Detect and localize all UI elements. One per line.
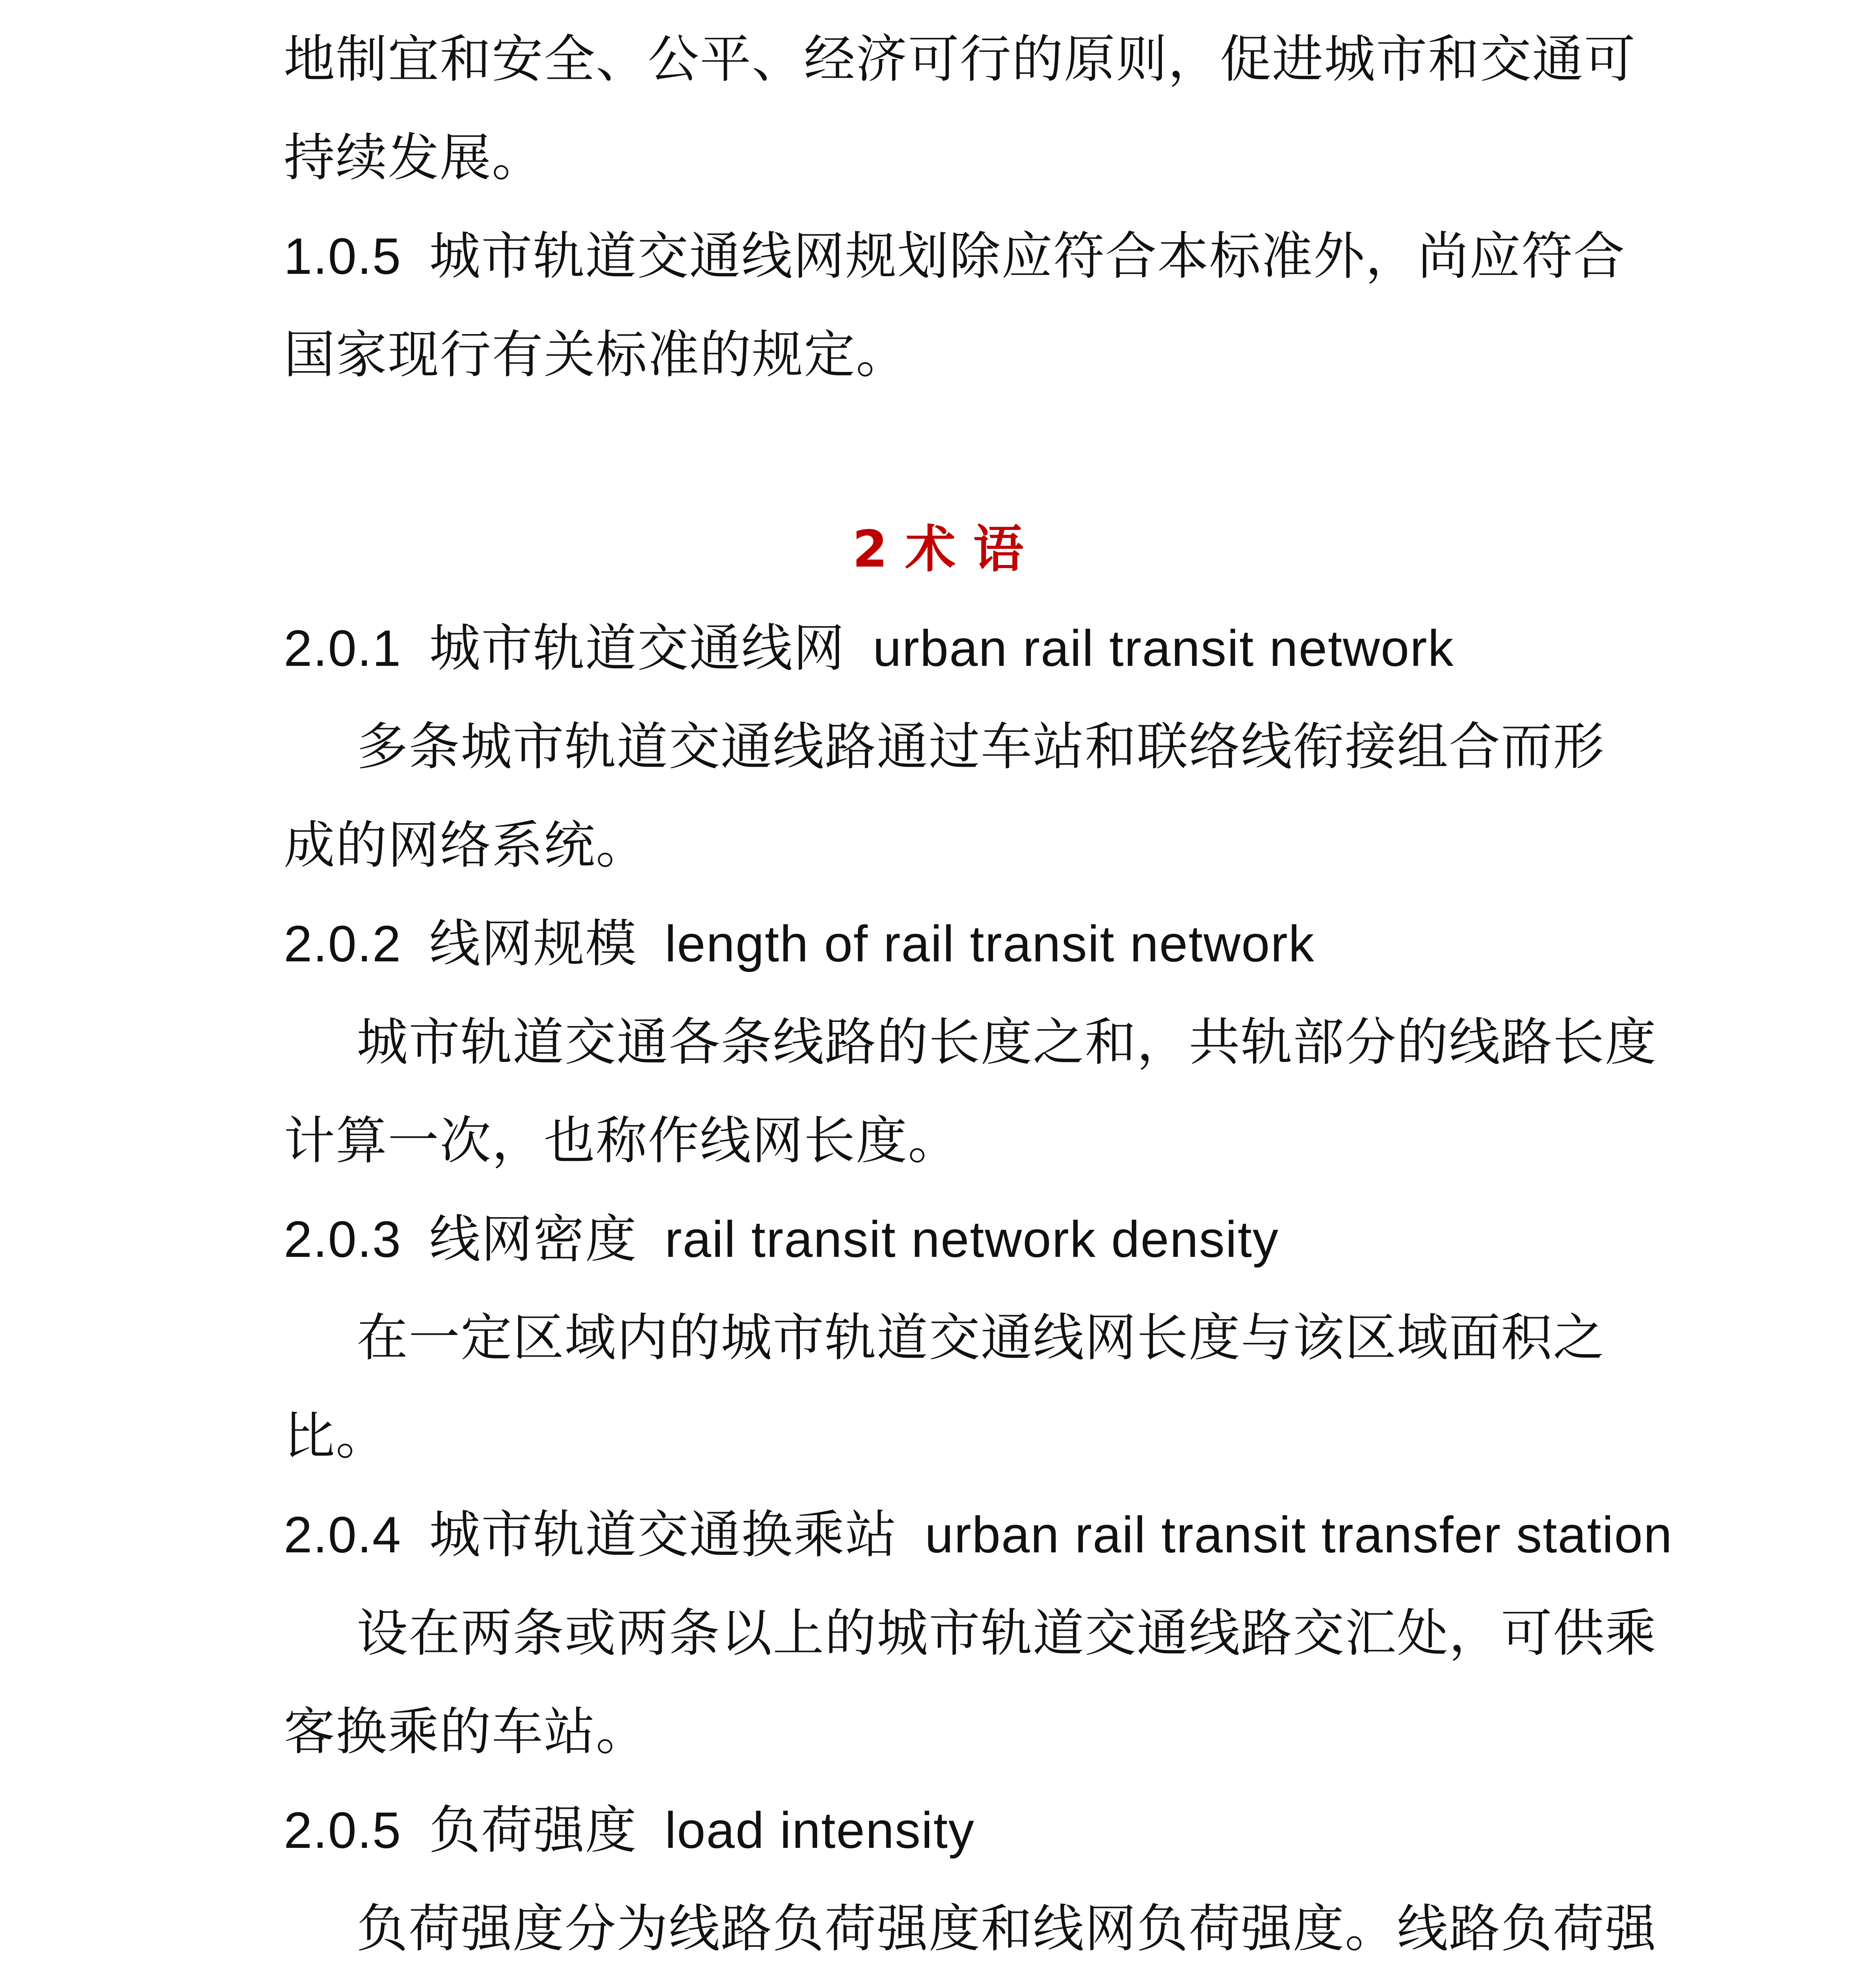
- term-en: length of rail transit network: [665, 915, 1315, 972]
- term-en: rail transit network density: [665, 1210, 1279, 1268]
- term-definition-line: 比。: [284, 1406, 388, 1466]
- term-heading-2-0-3: [284, 1190, 1279, 1288]
- term-number: 2.0.4: [284, 1506, 402, 1563]
- section-heading: 2 术 语: [852, 520, 1024, 579]
- term-heading-2-0-5: [284, 1781, 975, 1879]
- term-number: 2.0.5: [284, 1801, 402, 1859]
- clause-text: 城市轨道交通线网规划除应符合本标准外，尚应符合: [429, 226, 1626, 286]
- clause-1-0-5-line-2: 国家现行有关标准的规定。: [284, 325, 908, 385]
- term-number: 2.0.1: [284, 619, 402, 677]
- term-heading-2-0-4: [284, 1485, 1673, 1584]
- term-en: load intensity: [665, 1801, 975, 1859]
- term-heading-2-0-1: [284, 599, 1454, 697]
- term-definition-line: 计算一次，也称作线网长度。: [284, 1111, 960, 1171]
- term-en: urban rail transit network: [873, 619, 1454, 677]
- term-definition-line: 客换乘的车站。: [284, 1702, 648, 1762]
- term-zh: 线网密度: [429, 1209, 638, 1269]
- term-zh: 线网规模: [429, 914, 638, 974]
- term-definition-line: 在一定区域内的城市轨道交通线网长度与该区域面积之: [357, 1308, 1605, 1368]
- clause-1-0-5-line-1: [284, 207, 1625, 305]
- term-zh: 城市轨道交通换乘站: [429, 1505, 898, 1565]
- term-en: urban rail transit transfer station: [925, 1506, 1673, 1563]
- term-definition-line: 多条城市轨道交通线路通过车站和联络线衔接组合而形: [357, 717, 1605, 777]
- term-zh: 城市轨道交通线网: [429, 618, 846, 678]
- term-definition-line: 成的网络系统。: [284, 815, 648, 875]
- term-number: 2.0.3: [284, 1210, 402, 1268]
- term-heading-2-0-2: [284, 894, 1315, 993]
- term-zh: 负荷强度: [429, 1800, 638, 1860]
- term-definition-line: 负荷强度分为线路负荷强度和线网负荷强度。线路负荷强: [357, 1899, 1657, 1959]
- intro-line-1: 地制宜和安全、公平、经济可行的原则，促进城市和交通可: [284, 29, 1636, 89]
- term-definition-line: 城市轨道交通各条线路的长度之和，共轨部分的线路长度: [357, 1012, 1657, 1072]
- term-number: 2.0.2: [284, 915, 402, 972]
- term-definition-line: 设在两条或两条以上的城市轨道交通线路交汇处，可供乘: [357, 1603, 1657, 1663]
- intro-line-2: 持续发展。: [284, 128, 544, 188]
- clause-number: 1.0.5: [284, 227, 402, 285]
